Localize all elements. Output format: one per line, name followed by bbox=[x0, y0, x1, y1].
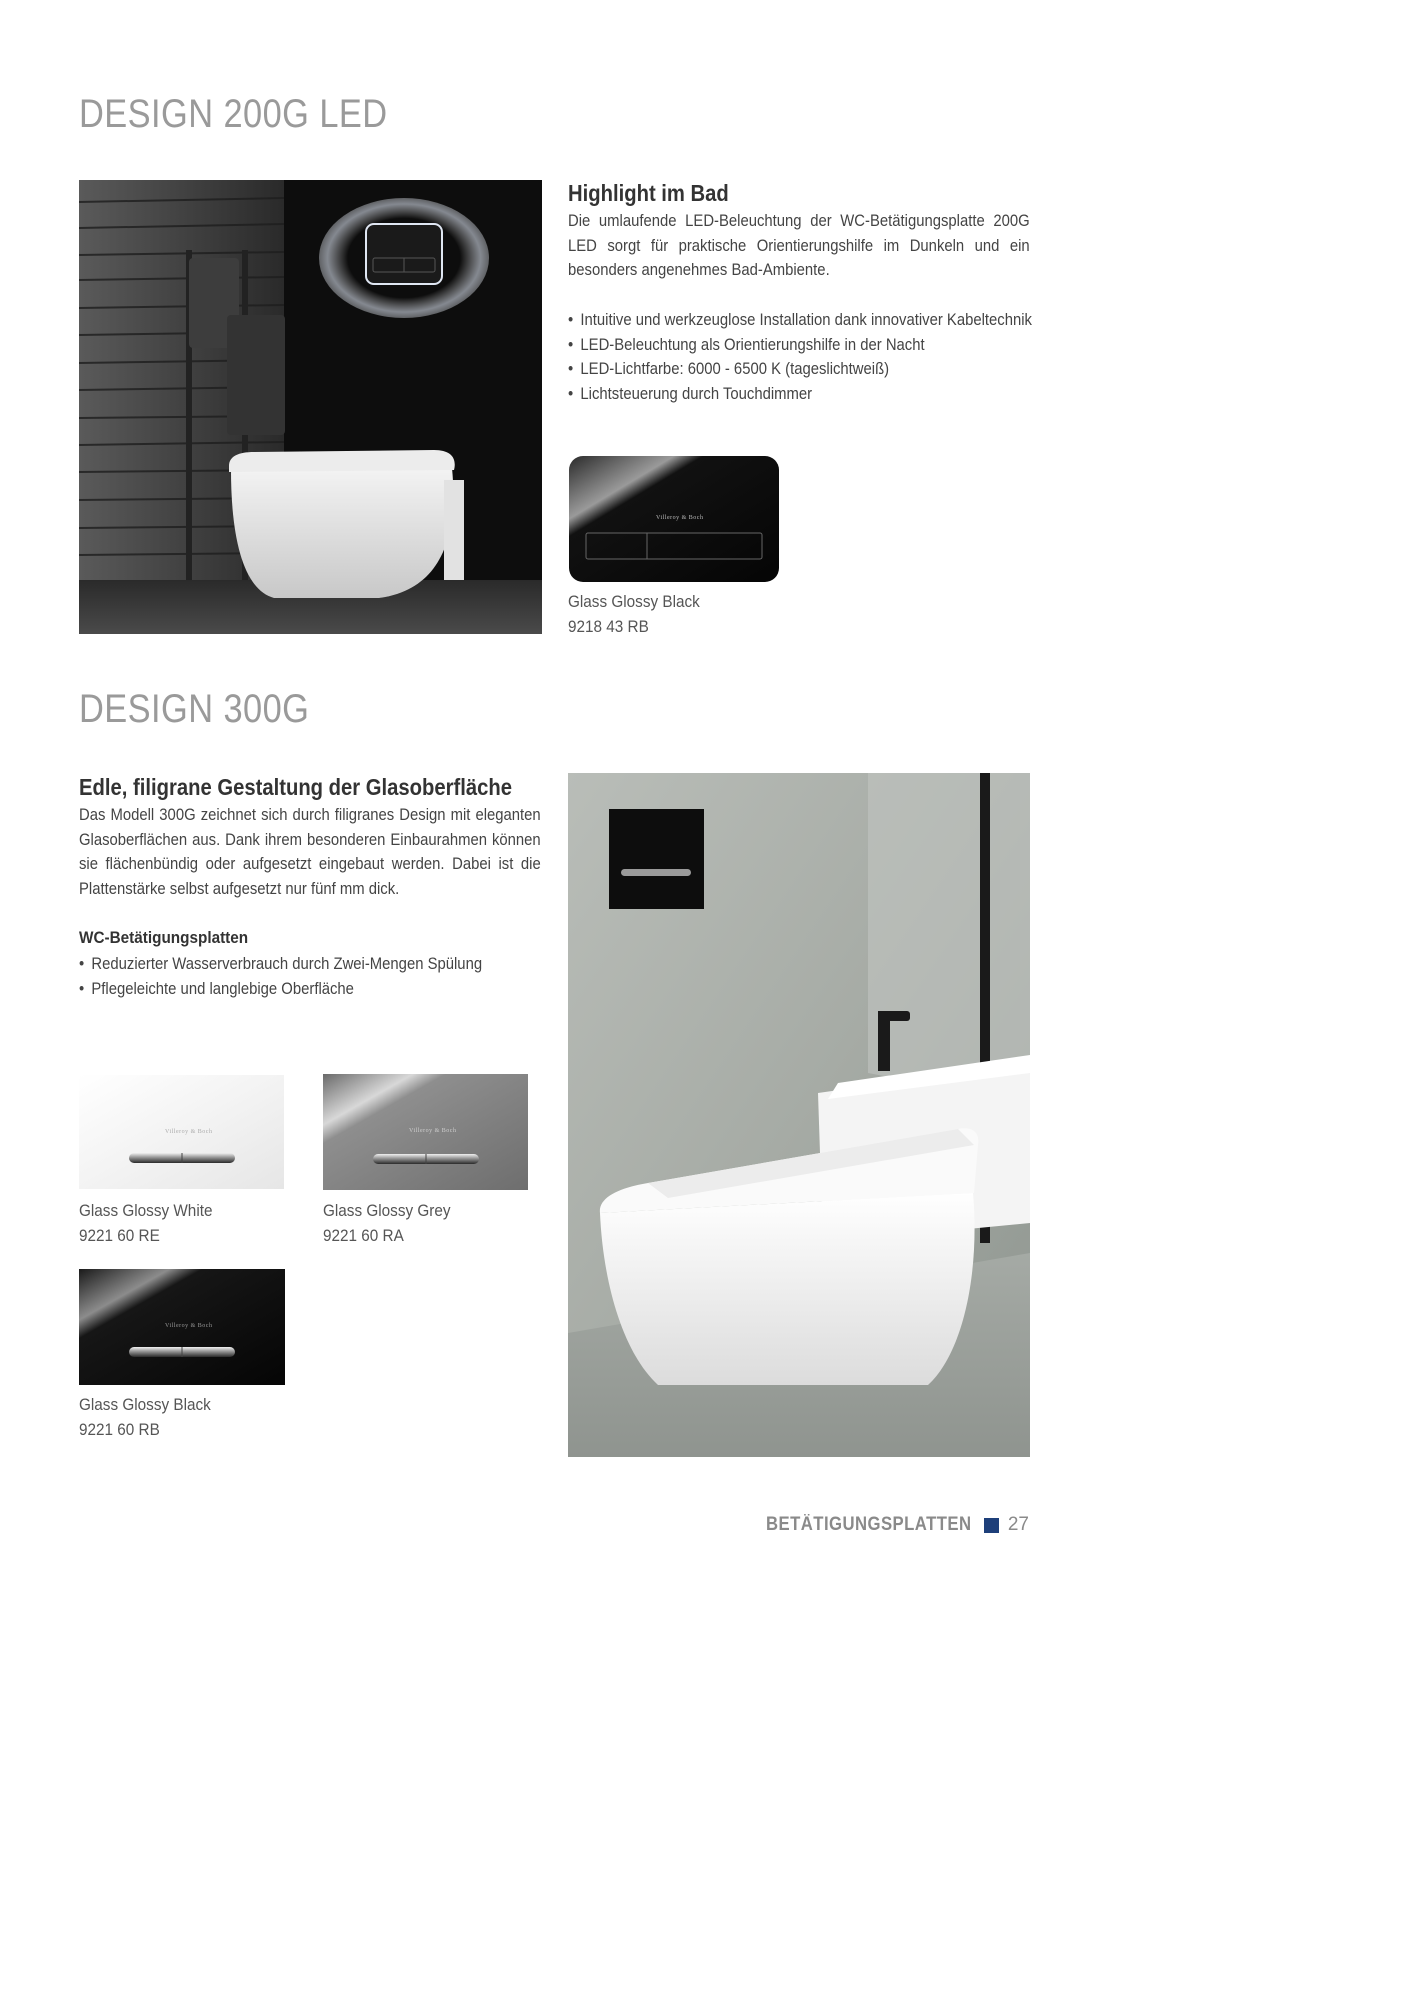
section-title-200g-led: DESIGN 200G LED bbox=[79, 92, 388, 136]
list-item: • LED-Beleuchtung als Orientierungshilfe in der Nacht bbox=[568, 333, 1032, 358]
list-item: • Intuitive und werkzeuglose Installation dank innovativer Kabeltechnik bbox=[568, 308, 1032, 333]
brand-logo: Villeroy & Boch bbox=[165, 1323, 213, 1329]
feature-list-300g bbox=[79, 952, 527, 1001]
page-number: 27 bbox=[1007, 1514, 1029, 1535]
bathroom-photo-200g-led-image bbox=[79, 180, 542, 634]
page-footer bbox=[738, 1514, 1029, 1536]
bathroom-photo-300g bbox=[568, 773, 1030, 1457]
footer-square-icon bbox=[984, 1518, 999, 1533]
caption-300g-glossy-black bbox=[79, 1393, 225, 1442]
paragraph-300g-text: Das Modell 300G zeichnet sich durch filigranes Design mit eleganten Glasoberflächen aus. Dank ihrem besonderen Einbaurahmen können sie flächenbündig oder aufgesetzt eingebaut werden. Dabei ist die Plattenstärke selbst aufgesetzt nur fünf mm dick. bbox=[79, 806, 541, 898]
list-item: • Pflegeleichte und langlebige Oberfläche bbox=[79, 977, 482, 1002]
feature-list-200g-led bbox=[568, 308, 1084, 406]
product-image-200g-glossy-black bbox=[568, 455, 780, 583]
paragraph-300g bbox=[79, 803, 541, 901]
list-item: • Reduzierter Wasserverbrauch durch Zwei-Mengen Spülung bbox=[79, 952, 482, 977]
product-code: 9221 60 RB bbox=[79, 1419, 160, 1439]
heading-highlight-im-bad: Highlight im Bad bbox=[568, 180, 729, 206]
product-code: 9221 60 RE bbox=[79, 1225, 160, 1245]
product-name: Glass Glossy Grey bbox=[323, 1201, 451, 1220]
section-title-300g: DESIGN 300G bbox=[79, 687, 310, 731]
list-item: • Lichtsteuerung durch Touchdimmer bbox=[568, 382, 1032, 407]
product-name: Glass Glossy Black bbox=[568, 592, 700, 611]
footer-label: BETÄTIGUNGSPLATTEN bbox=[766, 1514, 972, 1535]
brand-logo: Villeroy & Boch bbox=[656, 515, 704, 521]
caption-300g-glossy-grey bbox=[323, 1199, 465, 1248]
product-code: 9221 60 RA bbox=[323, 1225, 404, 1245]
product-name: Glass Glossy Black bbox=[79, 1395, 211, 1414]
paragraph-200g-led-text: Die umlaufende LED-Beleuchtung der WC-Betätigungsplatte 200G LED sorgt für praktische Orientierungshilfe im Dunkeln und ein besonders angenehmes Bad-Ambiente. bbox=[568, 212, 1030, 279]
paragraph-200g-led bbox=[568, 209, 1030, 283]
heading-edle-filigrane-gestaltung: Edle, filigrane Gestaltung der Glasoberfläche bbox=[79, 774, 513, 800]
product-name: Glass Glossy White bbox=[79, 1201, 213, 1220]
product-image-300g-glossy-black bbox=[79, 1269, 285, 1385]
brand-logo: Villeroy & Boch bbox=[409, 1128, 457, 1134]
subheading-wc-betaetigungsplatten: WC-Betätigungsplatten bbox=[79, 928, 249, 947]
list-item: • LED-Lichtfarbe: 6000 - 6500 K (tageslichtweiß) bbox=[568, 357, 1032, 382]
product-image-300g-glossy-white bbox=[79, 1075, 284, 1189]
caption-200g-glossy-black bbox=[568, 590, 714, 639]
bathroom-photo-300g-image bbox=[568, 773, 1030, 1457]
product-code: 9218 43 RB bbox=[568, 616, 649, 636]
bathroom-photo-200g-led bbox=[79, 180, 542, 634]
brand-logo: Villeroy & Boch bbox=[165, 1129, 213, 1135]
product-image-300g-glossy-grey bbox=[323, 1074, 528, 1190]
caption-300g-glossy-white bbox=[79, 1199, 227, 1248]
